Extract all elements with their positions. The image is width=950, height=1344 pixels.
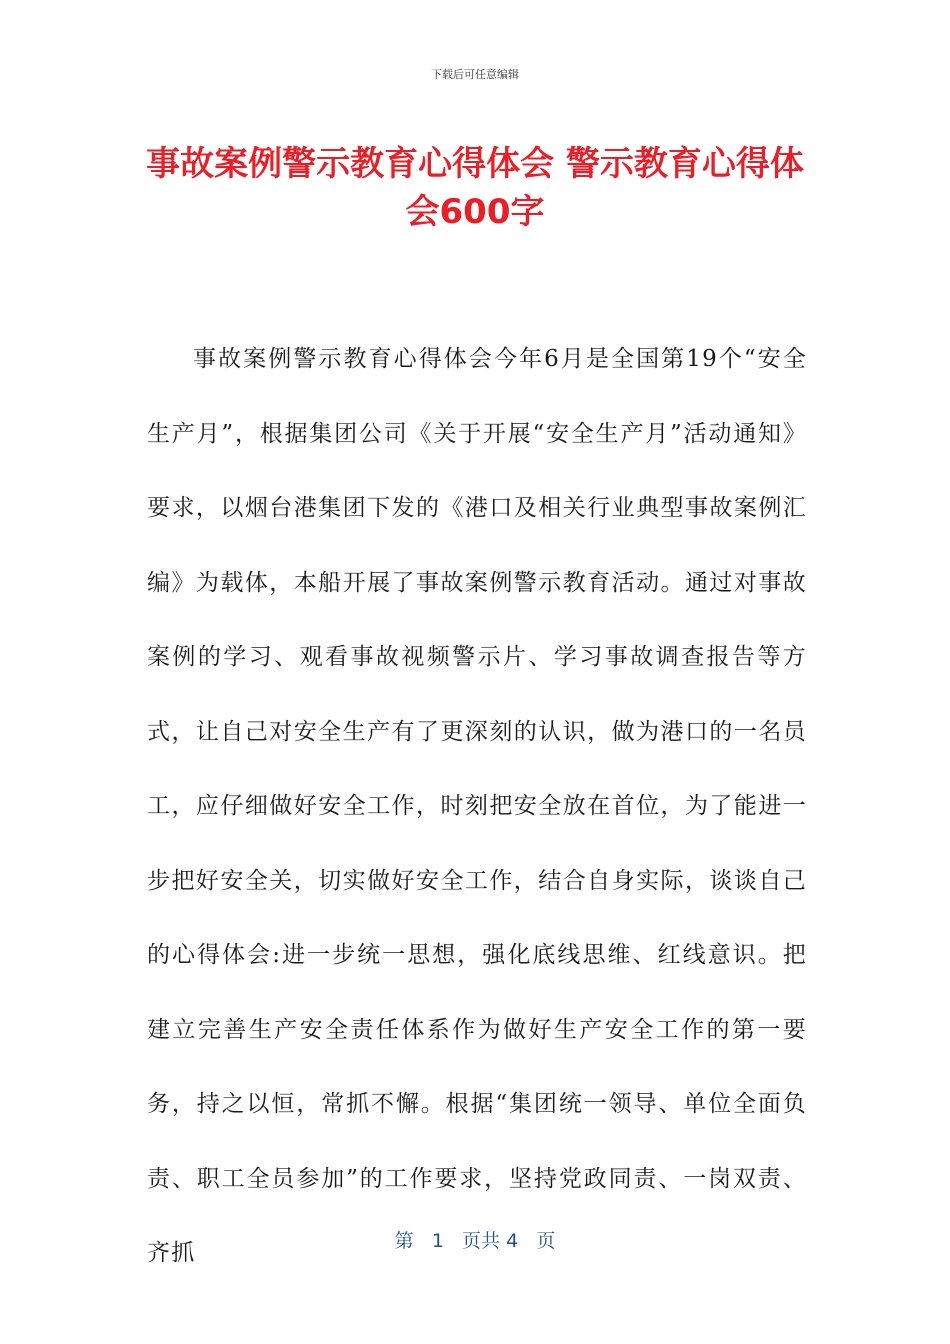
page-footer: [0, 1226, 950, 1253]
footer-mid: 页共: [462, 1230, 501, 1252]
current-page-number: 1: [431, 1230, 444, 1252]
document-title: 事故案例警示教育心得体会 警示教育心得体会600字: [146, 144, 804, 232]
footer-suffix: 页: [536, 1230, 556, 1252]
footer-prefix: 第: [394, 1230, 414, 1252]
total-pages-number: 4: [506, 1230, 519, 1252]
document-body: 事故案例警示教育心得体会今年6月是全国第19个“安全生产月”，根据集团公司《关于开展“安全生产月”活动通知》要求，以烟台港集团下发的《港口及相关行业典型事故案例汇编》为载体，本船开展了事故案例警示教育活动。通过对事故案例的学习、观看事故视频警示片、学习事故调查报告等方式，让自己对安全生产有了更深刻的认识，做为港口的一名员工，应仔细做好安全工作，时刻把安全放在首位，为了能进一步把好安全关，切实做好安全工作，结合自身实际，谈谈自己的心得体会:进一步统一思想，强化底线思维、红线意识。把建立完善生产安全责任体系作为做好生产安全工作的第一要务，持之以恒，常抓不懈。根据“集团统一领导、单位全面负责、职工全员参加”的工作要求，坚持党政同责、一岗双责、齐抓: [147, 346, 807, 1266]
header-note: 下载后可任意编辑: [431, 68, 519, 81]
